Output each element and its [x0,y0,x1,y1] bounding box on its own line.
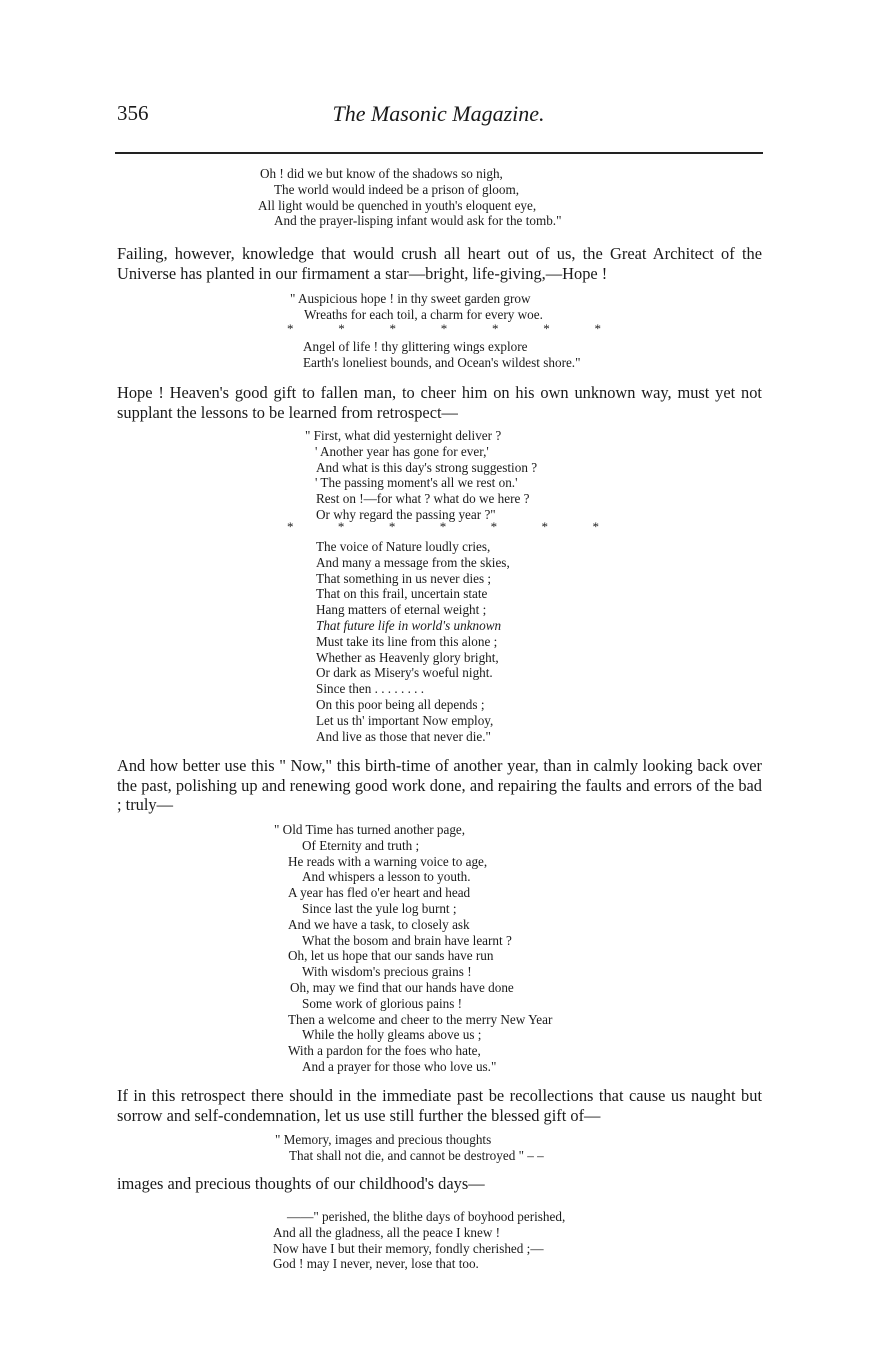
verse-line: Or why regard the passing year ?" [316,506,496,522]
star: * [440,321,448,336]
asterism [287,520,599,533]
verse-line: Oh, let us hope that our sands have run [288,948,494,964]
verse-line: Rest on !—for what ? what do we here ? [316,491,530,507]
verse-line: And live as those that never die." [316,728,491,744]
verse-line: He reads with a warning voice to age, [288,853,488,869]
verse-line: All light would be quenched in youth's eloquent eye, [258,197,537,213]
verse-line: What the bosom and brain have learnt ? [302,932,512,948]
star: * [594,321,601,336]
verse-line: And a prayer for those who love us." [302,1058,497,1074]
verse-line: " Memory, images and precious thoughts [275,1132,492,1147]
verse-line: While the holly gleams above us ; [302,1027,482,1043]
star: * [338,321,345,336]
star: * [490,519,498,534]
verse-line: Then a welcome and cheer to the merry New Year [288,1011,553,1027]
paragraph-hope-star: Failing, however, knowledge that would crush all heart out of us, the Great Architect of the Universe has planted in our firmament a star—bright, life-giving,—Hope ! [117,244,762,283]
verse-line: Let us th' important Now employ, [316,712,494,728]
verse-line: That on this frail, uncertain state [316,586,488,602]
verse-old-time [274,822,552,1075]
verse-line: Or dark as Misery's woeful night. [316,665,493,681]
verse-line: And the prayer-lisping infant would ask for the tomb." [274,213,562,229]
verse-line: " Old Time has turned another page, [274,822,466,837]
verse-line: Oh ! did we but know of the shadows so nigh, [260,166,503,181]
verse-line: Wreaths for each toil, a charm for every woe. [304,306,543,322]
verse-angel-of-life [303,339,581,371]
star: * [543,321,550,336]
verse-auspicious-hope [290,291,543,323]
verse-line: Must take its line from this alone ; [316,633,498,649]
verse-line: Hang matters of eternal weight ; [316,602,487,618]
verse-line: That shall not die, and cannot be destroyed " – – [289,1147,544,1163]
star: * [287,519,294,534]
verse-line: And many a message from the skies, [316,554,510,570]
verse-voice-of-nature [316,539,510,744]
verse-shadows [258,166,562,229]
star: * [492,321,499,336]
header-rule [115,152,763,154]
verse-line: Since then . . . . . . . . [316,681,425,697]
page-number: 356 [117,101,149,125]
star: * [388,519,396,534]
verse-line: Angel of life ! thy glittering wings explore [303,339,528,354]
verse-line: " Auspicious hope ! in thy sweet garden grow [290,291,531,306]
verse-line: With wisdom's precious grains ! [302,964,472,980]
verse-line: " First, what did yesternight deliver ? [305,428,502,443]
star: * [592,519,599,534]
verse-line: And we have a task, to closely ask [288,916,470,932]
running-title: The Masonic Magazine. [332,101,545,126]
verse-line: The voice of Nature loudly cries, [316,539,491,554]
asterism [287,322,601,335]
verse-line: A year has fled o'er heart and head [288,885,471,901]
verse-line: With a pardon for the foes who hate, [288,1043,481,1059]
verse-line: Now have I but their memory, fondly cherished ;— [273,1240,544,1256]
verse-line: The world would indeed be a prison of gloom, [274,181,520,197]
verse-line: And whispers a lesson to youth. [302,869,471,885]
verse-line: And what is this day's strong suggestion ? [316,459,538,475]
star: * [287,321,294,336]
paragraph-retrospect: Hope ! Heaven's good gift to fallen man, to cheer him on his own unknown way, must yet not supplant the lessons to be learned from retrospect— [117,383,762,422]
verse-line: ——" perished, the blithe days of boyhood perished, [287,1209,566,1224]
paragraph-birth-time: And how better use this " Now," this birth-time of another year, than in calmly looking back over the past, polishing up and renewing good work done, and repairing the faults and errors of the bad ; truly— [117,756,762,814]
verse-line: Whether as Heavenly glory bright, [316,649,499,665]
paragraph-childhood: images and precious thoughts of our childhood's days— [117,1174,485,1193]
verse-line: And all the gladness, all the peace I knew ! [273,1224,501,1240]
star: * [337,519,345,534]
verse-boyhood [273,1209,565,1272]
verse-line: God ! may I never, never, lose that too. [273,1256,479,1272]
verse-line: Oh, may we find that our hands have done [290,979,514,995]
verse-line: That future life in world's unknown [316,617,502,633]
verse-line: ' Another year has gone for ever,' [315,443,489,459]
verse-line: Some work of glorious pains ! [302,995,463,1011]
star: * [541,519,549,534]
verse-memory [275,1132,544,1164]
star: * [389,321,396,336]
paragraph-memory-gift: If in this retrospect there should in the immediate past be recollections that cause us naught but sorrow and self-condemnation, let us use still further the blessed gift of— [117,1086,762,1125]
verse-line: On this poor being all depends ; [316,696,485,712]
verse-line: Since last the yule log burnt ; [302,900,457,916]
verse-line: Earth's loneliest bounds, and Ocean's wildest shore." [303,354,581,370]
star: * [439,519,447,534]
verse-line: ' The passing moment's all we rest on.' [315,475,518,491]
verse-yesternight [305,428,537,523]
verse-line: That something in us never dies ; [316,570,492,586]
verse-line: Of Eternity and truth ; [302,837,420,853]
